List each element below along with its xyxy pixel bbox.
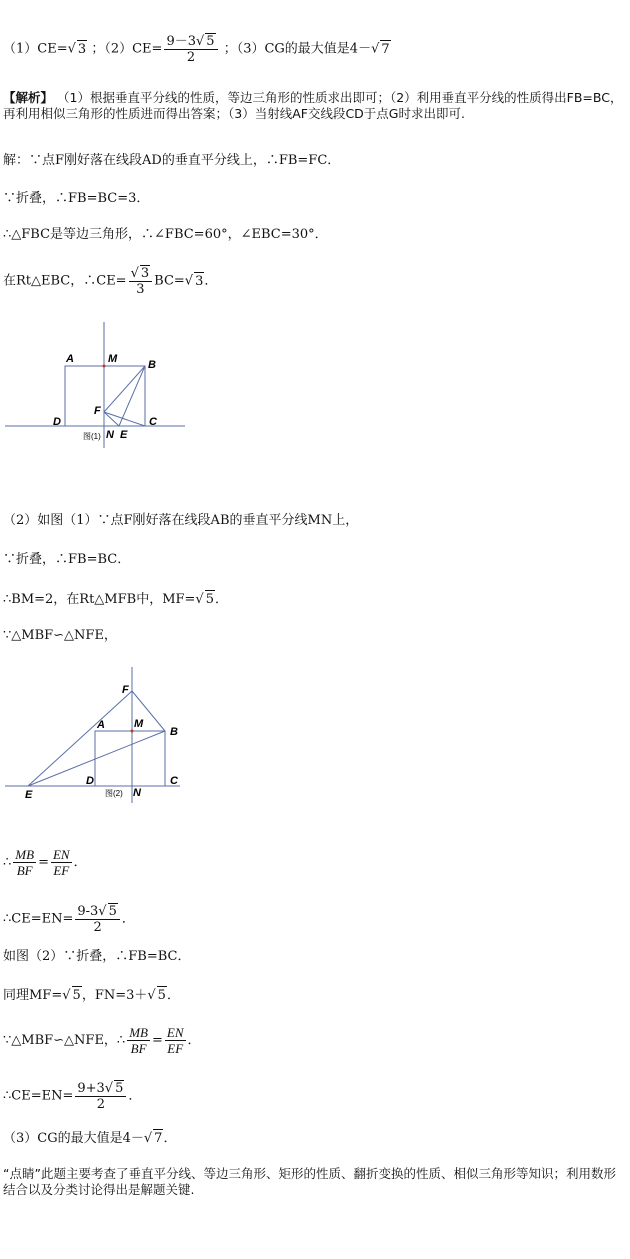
answer-part3: ；（3）CG的最大值是4－ xyxy=(223,41,372,57)
solution-line-12: 同理MF=√ 5，FN=3＋√ 5． xyxy=(3,988,180,1003)
fig2-label-M: M xyxy=(134,718,144,730)
fig2-label-F: F xyxy=(122,684,129,696)
solution-line-5: （2）如图（1）∵点F刚好落在线段AB的垂直平分线MN上， xyxy=(3,513,359,528)
fig2-label-B: B xyxy=(170,726,178,738)
analysis-paragraph xyxy=(3,90,625,122)
fig2-label-D: D xyxy=(86,775,94,787)
solution-line-8: ∵△MBF∽△NFE， xyxy=(3,628,117,643)
solution-line-6: ∵折叠，∴FB=BC． xyxy=(3,552,131,567)
fig1-label-D: D xyxy=(53,416,61,428)
analysis-text: （1）根据垂直平分线的性质，等边三角形的性质求出即可；（2）利用垂直平分线的性质得出FB=BC，再利用相似三角形的性质进而得出答案；（3）当射线AF交线段CD于点G时求出即可. xyxy=(3,90,623,121)
solution-line-1: 解：∵点F刚好落在线段AD的垂直平分线上，∴FB=FC． xyxy=(3,153,341,168)
answer-fraction: $\frac{9-3√ 5}{2}$ xyxy=(164,33,217,65)
fig1-label-M: M xyxy=(108,353,118,365)
figure-1 xyxy=(0,320,200,450)
fig2-label-E: E xyxy=(25,789,33,801)
answer-part2: ；（2）CE= xyxy=(91,41,163,57)
solution-line-4: 在Rt△EBC，∴CE= $\frac{√ 3}{3}$ BC=√ 3． xyxy=(3,266,218,297)
fig2-label-A: A xyxy=(97,719,105,731)
fig1-label-C: C xyxy=(149,416,157,428)
answer-root3: 7 xyxy=(381,41,390,57)
ce-fraction: $\frac{√ 3}{3}$ xyxy=(129,265,153,297)
figure-2 xyxy=(0,665,200,805)
analysis-tag: 【解析】 xyxy=(3,90,54,105)
solution-line-15: （3）CG的最大值是4－√ 7． xyxy=(3,1131,177,1146)
solution-line-14: ∴CE=EN= $\frac{9+3√ 5}{2}$ ． xyxy=(3,1081,142,1112)
solution-line-7: ∴BM=2，在Rt△MFB中，MF=√ 5． xyxy=(3,592,229,607)
fig2-label-C: C xyxy=(170,775,178,787)
solution-line-11: 如图（2）∵折叠，∴FB=BC． xyxy=(3,949,191,964)
fig2-label-N: N xyxy=(133,787,141,799)
fig1-label-F: F xyxy=(94,405,101,417)
solution-line-2: ∵折叠，∴FB=BC=3． xyxy=(3,191,150,206)
fig2-caption: 图(2) xyxy=(105,789,123,798)
fig1-label-B: B xyxy=(148,359,156,371)
answer-part1: （1）CE= xyxy=(3,41,68,57)
solution-line-13: ∵△MBF∽△NFE，∴ $\frac{MB}{BF}$ = $\frac{EN}{EF}$ ． xyxy=(3,1025,201,1056)
comment-paragraph: “点睛”此题主要考查了垂直平分线、等边三角形、矩形的性质、翻折变换的性质、相似三角形等知识；利用数形结合以及分类讨论得出是解题关键. xyxy=(3,1166,616,1197)
answer-root1: 3 xyxy=(77,41,87,57)
fig1-label-E: E xyxy=(120,429,128,441)
answer-line: （1）CE=√ 3 ；（2）CE= $\frac{9-3√ 5}{2}$ ；（3）CG的最大值是4－√ 7 xyxy=(3,34,390,65)
solution-line-3: ∴△FBC是等边三角形，∴∠FBC=60°，∠EBC=30°． xyxy=(3,227,328,242)
solution-line-10: ∴CE=EN= $\frac{9-3√ 5}{2}$ ． xyxy=(3,904,135,935)
solution-line-9: ∴ $\frac{MB}{BF}$ = $\frac{EN}{EF}$ ． xyxy=(3,847,87,878)
fig1-label-N: N xyxy=(106,429,114,441)
fig1-label-A: A xyxy=(66,353,74,365)
fig1-caption: 图(1) xyxy=(83,432,101,441)
